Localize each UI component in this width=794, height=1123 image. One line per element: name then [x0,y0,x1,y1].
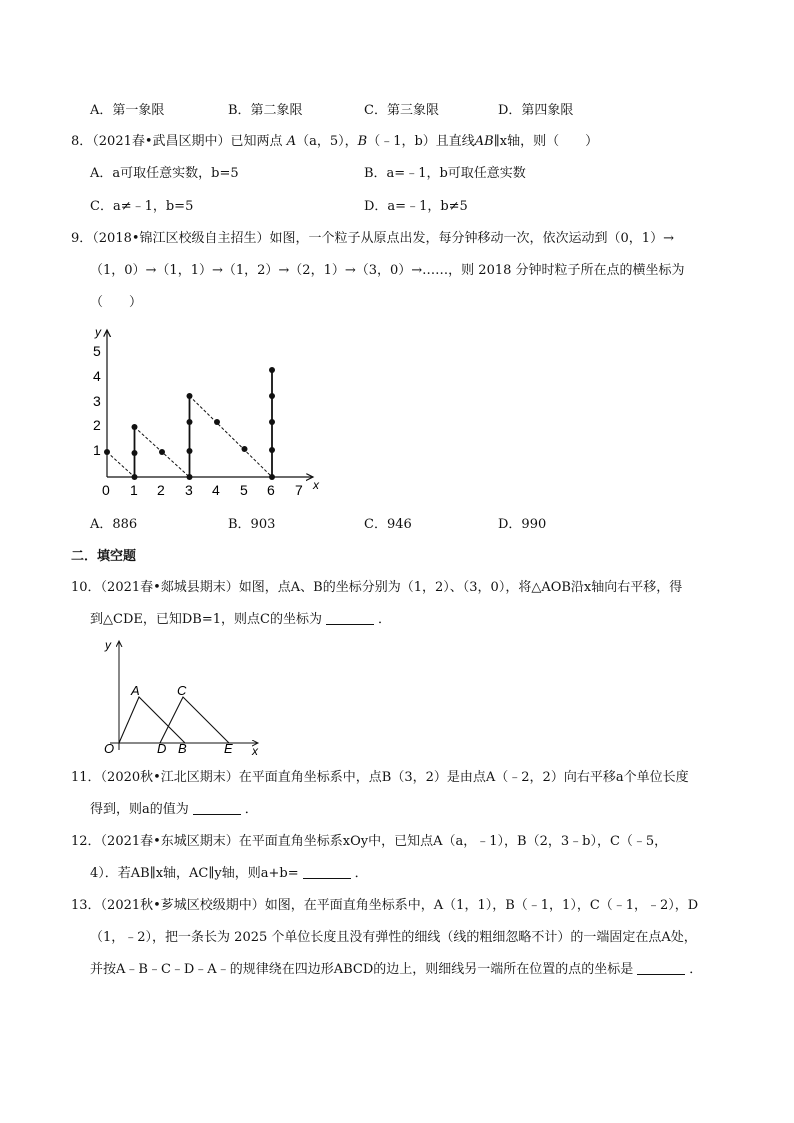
q9-y-tick-2: 2 [93,417,101,433]
q7-option-c: C．第三象限 [364,103,439,118]
q7-option-a: A．第一象限 [90,103,165,118]
q8-pre: 已知两点 [230,134,283,149]
q10-stem-line1: 10．（2021春•郯城县期末）如图，点A、B的坐标分别为（1，2）、（3，0），将△AOB沿x轴向右平移，得 [71,580,683,595]
q7-option-d: D．第四象限 [498,103,574,118]
q8-option-a: A．a可取任意实数，b=5 [90,166,239,181]
q8-line-name: AB [474,134,494,149]
q9-stem-line3: （ ） [90,295,143,310]
q12-answer-blank[interactable] [303,864,351,879]
q9-point [132,424,138,430]
q8-mid: 且直线 [435,134,475,149]
q12-line2-post: ． [354,866,368,881]
q9-x-tick-2: 2 [157,482,165,498]
q9-x-tick-5: 5 [240,482,248,498]
q8-tail: ∥x轴，则（ ） [493,134,599,149]
q9-x-tick-7: 7 [295,482,303,498]
q9-path-dashed-1 [107,452,135,477]
section-title-fill-in: 二．填空题 [71,549,137,564]
q9-y-tick-1: 1 [93,442,101,458]
q11-answer-blank[interactable] [193,800,241,815]
q10-label-a: A [131,683,140,698]
q9-point [269,447,275,453]
q8-point-b: B [357,134,368,149]
q11-line2-pre: 得到，则a的值为 [90,802,189,817]
q9-point [214,419,220,425]
q9-x-axis-label: x [313,478,319,492]
q8-number: 8． [71,134,93,149]
q12-stem-line2 [90,864,368,884]
q9-stem-line2: （1，0）→（1，1）→（1，2）→（2，1）→（3，0）→……，则 2018 分钟时粒子所在点的横坐标为 [90,263,685,278]
q8-source: （2021春•武昌区期中） [92,134,231,149]
q13-stem-line2: （1，﹣2），把一条长为 2025 个单位长度且没有弹性的细线（线的粗细忽略不计）的一端固定在点A处， [90,930,697,945]
q9-point [269,393,275,399]
q10-line2-post: ． [377,612,391,627]
q9-point [187,448,193,454]
q9-point [187,393,193,399]
q9-x-tick-1: 1 [130,482,138,498]
q9-option-b: B．903 [228,517,276,532]
q9-stem-line1: 9．（2018•锦江区校级自主招生）如图，一个粒子从原点出发，每分钟移动一次，依次运动到（0，1）→ [71,231,674,246]
q8-point-b-coords: （﹣1，b） [367,134,436,149]
q9-point [159,449,165,455]
q9-point [187,419,193,425]
q11-line2-post: ． [244,802,258,817]
q13-stem-line3 [90,960,702,980]
q9-option-c: C．946 [364,517,412,532]
q8-option-b: B．a=﹣1，b可取任意实数 [364,166,526,181]
q8-stem [71,132,598,152]
q10-line2-pre: 到△CDE，已知DB=1，则点C的坐标为 [90,612,322,627]
q9-point [269,419,275,425]
q10-label-o: O [104,741,115,756]
q9-point [104,449,110,455]
q10-label-e: E [224,741,233,756]
q8-point-a: A [286,134,297,149]
q8-point-a-coords: （a，5）， [296,134,358,149]
q11-stem-line1: 11．（2020秋•江北区期末）在平面直角坐标系中，点B（3，2）是由点A（﹣2，2）向右平移a个单位长度 [71,770,689,785]
q12-stem-line1: 12．（2021春•东城区期末）在平面直角坐标系xOy中，已知点A（a，﹣1），B（2，3﹣b），C（﹣5， [71,834,668,849]
q13-stem-line1: 13．（2021秋•芗城区校级期中）如图，在平面直角坐标系中，A（1，1），B（﹣1，1），C（﹣1，﹣2），D [71,898,699,913]
q9-x-tick-3: 3 [185,482,193,498]
q9-point [187,474,193,480]
q9-x-tick-6: 6 [267,482,275,498]
q9-y-tick-3: 3 [93,393,101,409]
q13-line3-pre: 并按A﹣B﹣C﹣D﹣A﹣的规律绕在四边形ABCD的边上，则细线另一端所在位置的点的坐标是 [90,962,634,977]
q8-option-d: D．a=﹣1，b≠5 [364,199,468,214]
q9-point [242,446,248,452]
q8-option-c: C．a≠﹣1，b=5 [90,199,194,214]
q10-label-d: D [157,741,167,756]
q10-triangle-aob [119,697,185,743]
q9-figure [85,322,325,502]
q9-option-d: D．990 [498,517,547,532]
q9-point [269,474,275,480]
q10-stem-line2 [90,610,391,630]
q10-y-label: y [105,638,111,652]
q9-x-tick-4: 4 [212,482,220,498]
q9-option-a: A．886 [90,517,138,532]
q9-x-tick-0: 0 [102,482,110,498]
q7-option-b: B．第二象限 [228,103,303,118]
q10-x-label: x [252,744,258,758]
q10-label-b: B [178,741,187,756]
q10-figure [95,635,270,760]
q9-path-dashed-3 [190,396,273,477]
q9-y-axis-label: y [95,325,101,339]
q13-answer-blank[interactable] [637,960,685,975]
q9-point [269,367,275,373]
q9-y-tick-5: 5 [93,343,101,359]
q13-line3-post: ． [689,962,703,977]
q9-point [132,450,138,456]
q12-line2-pre: 4）．若AB∥x轴，AC∥y轴，则a+b= [90,866,299,881]
q10-triangle-cde [160,697,229,743]
q10-answer-blank[interactable] [326,610,374,625]
q11-stem-line2 [90,800,258,820]
q9-y-tick-4: 4 [93,368,101,384]
q9-point [132,474,138,480]
q10-label-c: C [177,683,187,698]
